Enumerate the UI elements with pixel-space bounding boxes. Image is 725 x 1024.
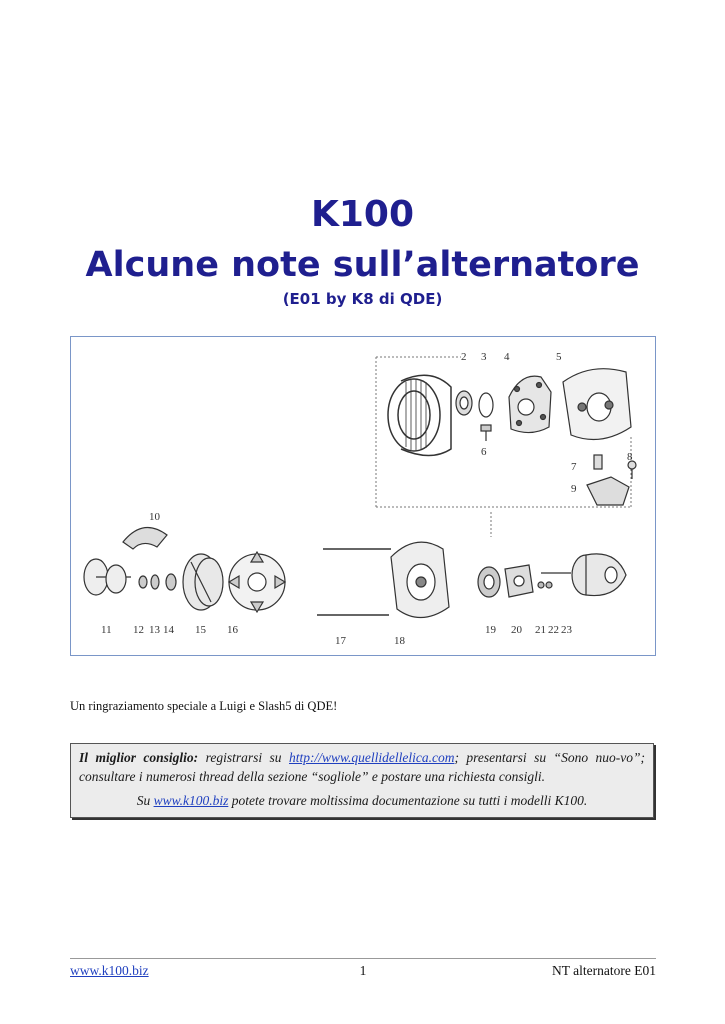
part-label: 3 xyxy=(481,351,487,363)
part-label: 19 xyxy=(485,624,496,636)
part-label: 7 xyxy=(571,461,577,473)
part-label: 13 xyxy=(149,624,160,636)
footer-page-number: 1 xyxy=(359,963,367,978)
part-label: 6 xyxy=(481,446,487,458)
page-title-line2: Alcune note sull’alternatore xyxy=(85,245,640,285)
thanks-note: Un ringraziamento speciale a Luigi e Slash5 di QDE! xyxy=(70,699,338,713)
part-label: 10 xyxy=(149,511,160,523)
page-subtitle: (E01 by K8 di QDE) xyxy=(282,290,443,308)
alternator-exploded-diagram xyxy=(70,336,656,656)
part-label: 14 xyxy=(163,624,174,636)
page-title-line1: K100 xyxy=(310,194,415,235)
page-footer xyxy=(70,963,656,981)
advice-text-1: registrarsi su xyxy=(198,750,289,765)
part-label: 20 xyxy=(511,624,522,636)
part-label: 22 xyxy=(548,624,559,636)
advice-text-3-post: potete trovare moltissima documentazione su tutti i modelli K100. xyxy=(228,793,588,808)
advice-docs-paragraph xyxy=(79,791,645,810)
diagram-drawing xyxy=(71,337,656,656)
advice-lead: Il miglior consiglio: xyxy=(79,750,199,765)
part-label: 15 xyxy=(195,624,206,636)
k100-link[interactable]: www.k100.biz xyxy=(153,793,229,808)
part-label: 4 xyxy=(504,351,510,363)
part-label: 11 xyxy=(101,624,112,636)
part-label: 9 xyxy=(571,483,577,495)
part-labels xyxy=(101,351,633,647)
footer-divider xyxy=(70,958,656,959)
part-label: 23 xyxy=(561,624,572,636)
advice-text-2: ; presentarsi su “Sono nuo-vo”; consultare i numerosi thread della sezione “sogliole” e postare una richiesta consigli. xyxy=(79,750,646,784)
advice-text-3-pre: Su xyxy=(136,793,154,808)
part-label: 18 xyxy=(394,635,405,647)
footer-doc-title: NT alternatore E01 xyxy=(552,963,656,978)
quellidellelica-link[interactable]: http://www.quellidellelica.com xyxy=(289,750,455,765)
footer-site-link[interactable]: www.k100.biz xyxy=(70,963,149,978)
part-label: 8 xyxy=(627,451,633,463)
part-label: 12 xyxy=(133,624,144,636)
part-label: 17 xyxy=(335,635,346,647)
part-label: 16 xyxy=(227,624,238,636)
part-label: 21 xyxy=(535,624,546,636)
advice-paragraph xyxy=(79,748,645,786)
part-label: 5 xyxy=(556,351,562,363)
part-label: 2 xyxy=(461,351,467,363)
advice-box xyxy=(70,743,654,818)
